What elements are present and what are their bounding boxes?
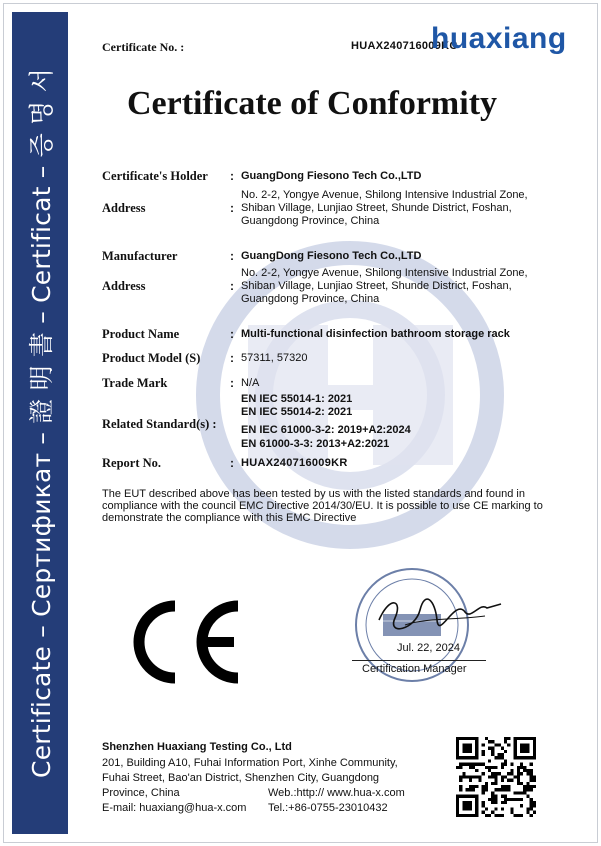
product-name-colon: : (230, 327, 234, 341)
certificate-number-label: Certificate No. : (102, 40, 185, 54)
report-value: HUAX240716009KR (241, 457, 348, 469)
footer-email: E-mail: huaxiang@hua-x.com (102, 802, 247, 814)
footer-company: Shenzhen Huaxiang Testing Co., Ltd (102, 741, 292, 753)
product-model-colon: : (230, 351, 234, 365)
holder-address-line-1: No. 2-2, Yongye Avenue, Shilong Intensive Industrial Zone, (241, 189, 528, 201)
holder-address-line-2: Shiban Village, Lunjiao Street, Shunde District, Foshan, (241, 202, 512, 214)
standard-1: EN IEC 55014-1: 2021 (241, 393, 353, 405)
standard-3: EN IEC 61000-3-2: 2019+A2:2024 (241, 424, 411, 436)
certification-role: Certification Manager (362, 663, 467, 675)
ce-mark-icon (130, 600, 246, 684)
manufacturer-address-line-3: Guangdong Province, China (241, 293, 380, 305)
footer-tel: Tel.:+86-0755-23010432 (268, 802, 388, 814)
footer-address-line-1: 201, Building A10, Fuhai Information Port, Xinhe Community, (102, 757, 398, 769)
page-title: Certificate of Conformity (126, 85, 498, 122)
eut-statement: The EUT described above has been tested by us with the listed standards and found in compliance with the council EMC Directive 2014/30/EU. It is possible to use CE marking to demonstrate the compliance with this EMC Directive (102, 488, 543, 524)
product-model-label: Product Model (S) (102, 351, 201, 365)
manufacturer-address-line-1: No. 2-2, Yongye Avenue, Shilong Intensive Industrial Zone, (241, 267, 528, 279)
manufacturer-address-label: Address (102, 279, 146, 293)
manufacturer-colon: : (230, 249, 234, 263)
product-name-label: Product Name (102, 327, 180, 341)
holder-colon: : (230, 169, 234, 183)
standard-2: EN IEC 55014-2: 2021 (241, 406, 353, 418)
holder-address-label: Address (102, 201, 146, 215)
qr-code-icon (456, 737, 536, 817)
trademark-label: Trade Mark (102, 376, 168, 390)
signature-icon (375, 590, 505, 635)
manufacturer-name: GuangDong Fiesono Tech Co.,LTD (241, 250, 422, 262)
holder-label: Certificate's Holder (102, 169, 208, 183)
trademark-value: N/A (241, 377, 260, 389)
side-band (12, 12, 68, 834)
company-logo: huaxiang (431, 22, 567, 55)
holder-address-line-3: Guangdong Province, China (241, 215, 380, 227)
footer-address-line-3: Province, China (102, 787, 180, 799)
product-name-value: Multi-functional disinfection bathroom storage rack (241, 328, 510, 340)
holder-name: GuangDong Fiesono Tech Co.,LTD (241, 170, 422, 182)
standards-label: Related Standard(s) : (102, 417, 217, 431)
standard-4: EN 61000-3-3: 2013+A2:2021 (241, 438, 390, 450)
manufacturer-address-colon: : (230, 279, 234, 293)
report-colon: : (230, 456, 234, 470)
footer-web: Web.:http:// www.hua-x.com (268, 787, 405, 799)
trademark-colon: : (230, 376, 234, 390)
footer-address-line-2: Fuhai Street, Bao'an District, Shenzhen City, Guangdong (102, 772, 380, 784)
signature-line (352, 660, 486, 661)
product-model-value: 57311, 57320 (241, 352, 308, 364)
holder-address-colon: : (230, 201, 234, 215)
certification-date: Jul. 22, 2024 (397, 642, 460, 654)
side-band-text: Certificate – Сертификат – 證 明 書 – Certificat – 증 명 서 (27, 68, 56, 778)
certificate-number (102, 40, 458, 55)
manufacturer-label: Manufacturer (102, 249, 178, 263)
manufacturer-address-line-2: Shiban Village, Lunjiao Street, Shunde District, Foshan, (241, 280, 512, 292)
certificate-number-value: HUAX240716009KC (351, 40, 458, 52)
report-label: Report No. (102, 456, 162, 470)
